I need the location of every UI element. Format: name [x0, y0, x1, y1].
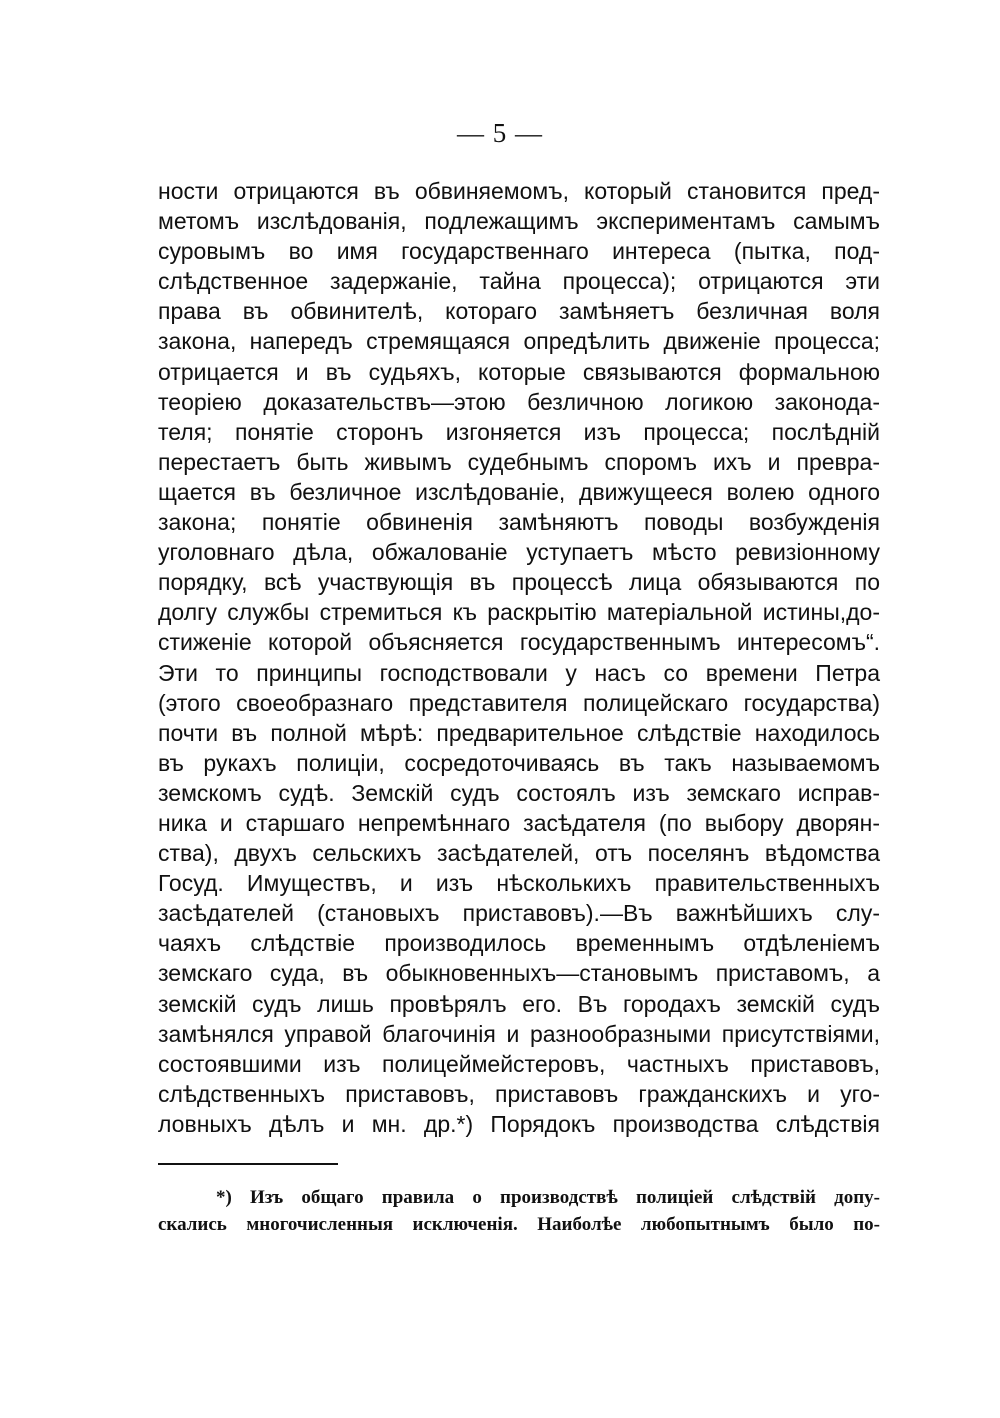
text-line: слѣдственныхъ приставовъ, приставовъ гражданскихъ и уго- [158, 1080, 880, 1107]
page-number: — 5 — [457, 118, 543, 148]
text-line: теоріею доказательствъ—этою безличною логикою законода- [158, 388, 880, 415]
text-line: Эти то принципы господствовали у насъ со времени Петра [158, 659, 880, 686]
main-text [158, 176, 880, 1139]
text-line: земскомъ судѣ. Земскій судъ состоялъ изъ земскаго исправ- [158, 779, 880, 806]
text-line: ника и старшаго непремѣннаго засѣдателя (по выбору дворян- [158, 809, 880, 836]
text-line: въ рукахъ полиціи, сосредоточиваясь въ такъ называемомъ [158, 749, 880, 776]
text-line: перестаетъ быть живымъ судебнымъ споромъ ихъ и превра- [158, 448, 880, 475]
text-line: закона, напередъ стремящаяся опредѣлить движеніе процесса; [158, 328, 880, 355]
text-line: порядку, всѣ участвующія въ процессѣ лица обязываются по [158, 569, 880, 596]
footnote-separator [158, 1163, 338, 1165]
text-line: замѣнялся управой благочинія и разнообразными присутствіями, [158, 1020, 880, 1047]
footnote-line: *) Изъ общаго правила о производствѣ полиціей слѣдствій допу- [216, 1187, 880, 1208]
text-line: теля; понятіе сторонъ изгоняется изъ процесса; послѣдній [158, 418, 880, 445]
text-line: суровымъ во имя государственнаго интереса (пытка, под- [158, 238, 880, 265]
text-line: щается въ безличное изслѣдованіе, движущееся волею одного [158, 478, 880, 505]
text-line: Госуд. Имуществъ, и изъ нѣсколькихъ правительственныхъ [158, 870, 880, 897]
text-line: права въ обвинителѣ, котораго замѣняетъ безличная воля [158, 298, 880, 325]
text-line: уголовнаго дѣла, обжалованіе уступаетъ мѣсто ревизіонному [158, 539, 880, 566]
text-line: засѣдателей (становыхъ приставовъ).—Въ важнѣйшихъ слу- [158, 900, 880, 927]
text-line: чаяхъ слѣдствіе производилось временнымъ отдѣленіемъ [158, 930, 880, 957]
text-line: слѣдственное задержаніе, тайна процесса); отрицаются эти [158, 268, 880, 295]
text-line: долгу службы стремиться къ раскрытію матеріальной истины,до- [158, 599, 880, 626]
text-line: метомъ изслѣдованія, подлежащимъ экспериментамъ самымъ [158, 208, 880, 235]
text-line: стиженіе которой объясняется государственнымъ интересомъ“. [158, 629, 880, 656]
text-line: ства), двухъ сельскихъ засѣдателей, отъ поселянъ вѣдомства [158, 840, 880, 867]
footnote-line: скались многочисленныя исключенія. Наиболѣе любопытнымъ было по- [158, 1214, 880, 1235]
text-line: отрицается и въ судьяхъ, которые связываются формальною [158, 358, 880, 385]
footnote [158, 1184, 880, 1238]
text-line: почти въ полной мѣрѣ: предварительное слѣдствіе находилось [158, 719, 880, 746]
text-line: закона; понятіе обвиненія замѣняютъ поводы возбужденія [158, 509, 880, 536]
text-line: ности отрицаются въ обвиняемомъ, который становится пред- [158, 178, 880, 204]
text-line: ловныхъ дѣлъ и мн. др.*) Порядокъ производства слѣдствія [158, 1110, 880, 1137]
text-line: состоявшими изъ полицеймейстеровъ, частныхъ приставовъ, [158, 1050, 880, 1077]
text-line: (этого своеобразнаго представителя полицейскаго государства) [158, 689, 880, 716]
text-line: земскаго суда, въ обыкновенныхъ—становымъ приставомъ, а [158, 960, 880, 987]
text-line: земскій судъ лишь провѣрялъ его. Въ городахъ земскій судъ [158, 990, 880, 1017]
